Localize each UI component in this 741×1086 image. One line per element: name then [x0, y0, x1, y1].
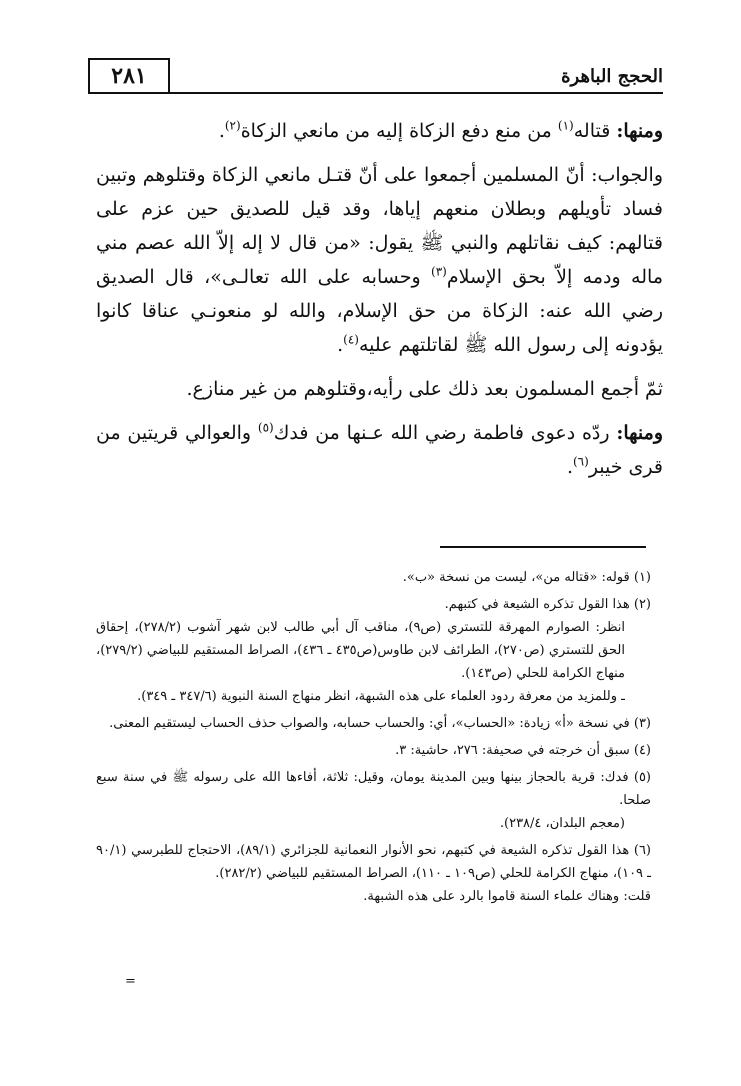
paragraph-1-text-c: .	[218, 120, 225, 142]
footnote-3: (٣) في نسخة «أ» زيادة: «الحساب»، أي: والحساب حسابه، والصواب حذف الحساب ليستقيم المعنى.	[109, 716, 651, 731]
footnote-ref-3: (٣)	[431, 264, 447, 279]
footnote-ref-4: (٤)	[343, 332, 359, 347]
page-number: ٢٨١	[88, 58, 170, 94]
footnote-6-note: قلت: وهناك علماء السنة قاموا بالرد على هذه الشبهة.	[363, 889, 651, 904]
footnote-ref-1: (١)	[557, 118, 574, 133]
footnote-ref-5: (٥)	[257, 420, 274, 435]
paragraph-4-text-b: والعوالي قريتين من قرى خيبر	[96, 422, 663, 478]
paragraph-4-text-c: .	[566, 456, 573, 478]
footnote-5-text: (٥) فدك: قرية بالحجاز بينها وبين المدينة يومان، وقيل: ثلاثة، أفاءها الله على رسوله ﷺ في سنة سبع صلحا.	[96, 770, 651, 808]
footnote-ref-2: (٢)	[224, 118, 241, 133]
paragraph-1-lead: ومنها:	[616, 120, 663, 142]
footnote-2	[96, 593, 651, 708]
footnote-divider	[440, 546, 646, 548]
paragraph-2-text-a: والجواب: أنّ المسلمين أجمعوا على أنّ قتـل مانعي الزكاة وقتلوهم وتبين فساد تأويلهم وبطلان منعهم إياها، وقد قيل للصديق حين عزم على قتالهم: كيف نقاتلهم والنبي ﷺ يقول: «من قال لا إله إلاّ الله عصم مني ماله ودمه إلاّ بحق الإسلام	[96, 164, 663, 288]
paragraph-2-text-b: وحسابه على الله تعالـى»، قال الصديق رضي الله عنه: الزكاة من حق الإسلام، والله لو منعونـي عناقا كانوا يؤدونه إلى رسول الله ﷺ لقاتلتهم عليه	[96, 266, 663, 356]
continuation-mark: =	[125, 974, 136, 989]
paragraph-1	[96, 114, 663, 148]
footnote-5-source: (معجم البلدان، ٢٣٨/٤).	[499, 816, 625, 831]
footnote-4: (٤) سبق أن خرجته في صحيفة: ٢٧٦، حاشية: ٣.	[395, 743, 651, 758]
paragraph-3	[96, 372, 663, 406]
footnote-6-text: (٦) هذا القول تذكره الشيعة في كتبهم، نحو الأنوار النعمانية للجزائري (٨٩/١)، الاحتجاج للطبرسي (٩٠/١ ـ ١٠٩)، منهاج الكرامة للحلي (ص١٠٩ ـ ١١٠)، الصراط المستقيم للبياضي (٢٨٢/٢).	[96, 843, 651, 881]
header-rule	[88, 92, 663, 94]
footnote-2-sources: انظر: الصوارم المهرقة للتستري (ص٩)، مناقب آل أبي طالب لابن شهر آشوب (٢٧٨/٢)، إحقاق الحق للتستري (ص٢٧٠)، الطرائف لابن طاوس(ص٤٣٥ ـ ٤٣٦)، الصراط المستقيم للبياضي (٢٧٩/٢)، منهاج الكرامة للحلي (ص١٤٣).	[96, 620, 626, 681]
paragraph-4-text-a: ردّه دعوى فاطمة رضي الله عـنها من فدك	[273, 422, 617, 444]
paragraph-1-text-b: من منع دفع الزكاة إليه من مانعي الزكاة	[240, 120, 558, 142]
paragraph-4	[96, 416, 663, 484]
footnotes	[96, 566, 651, 912]
footnote-1: (١) قوله: «قتاله من»، ليست من نسخة «ب».	[402, 570, 651, 585]
paragraph-2-text-c: .	[337, 334, 344, 356]
paragraph-1-text-a: قتاله	[573, 120, 617, 142]
main-text	[96, 114, 663, 494]
paragraph-2	[96, 158, 663, 362]
running-title: الحجج الباهرة	[561, 66, 663, 87]
footnote-5	[96, 766, 651, 835]
paragraph-3-text: ثمّ أجمع المسلمون بعد ذلك على رأيه،وقتلوهم من غير منازع.	[186, 378, 663, 400]
footnote-6	[96, 839, 651, 908]
footnote-ref-6: (٦)	[572, 454, 589, 469]
paragraph-4-lead: ومنها:	[616, 422, 663, 444]
footnote-2-text: (٢) هذا القول تذكره الشيعة في كتبهم.	[444, 597, 651, 612]
footnote-2-more: ـ وللمزيد من معرفة ردود العلماء على هذه الشبهة، انظر منهاج السنة النبوية (٣٤٧/٦ ـ ٣٤٩).	[137, 689, 625, 704]
